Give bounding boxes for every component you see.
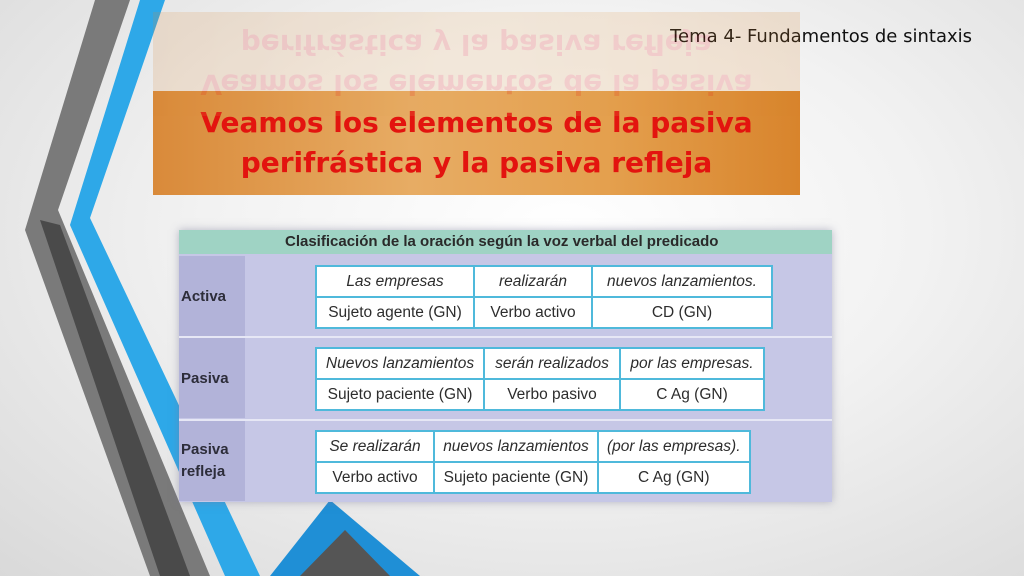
table-cell: Sujeto agente (GN) [316,297,474,328]
table-cell: Verbo activo [474,297,592,328]
table-cell: Verbo activo [316,462,434,493]
table-cell: nuevos lanzamientos. [592,266,772,297]
table-cell: Verbo pasivo [484,379,620,410]
table-cell: Las empresas [316,266,474,297]
voice-classification-panel [179,230,832,502]
slide-title: Veamos los elementos de la pasiva perifrástica y la pasiva refleja [200,106,753,179]
divider [179,336,832,338]
table-cell: Sujeto paciente (GN) [316,379,484,410]
table-cell: C Ag (GN) [598,462,750,493]
row-label-activa: Activa [179,256,245,336]
pasiva-refleja-table [315,430,751,494]
panel-heading: Clasificación de la oración según la voz verbal del predicado [179,230,832,254]
pasiva-table [315,347,765,411]
title-reflection [153,28,800,220]
table-cell: por las empresas. [620,348,764,379]
activa-table [315,265,773,329]
row-label-pasiva-refleja: Pasiva refleja [179,421,245,501]
table-cell: Se realizarán [316,431,434,462]
reflection-text: Veamos los elementos de la pasiva perifrástica y la pasiva refleja [200,28,753,101]
table-cell: CD (GN) [592,297,772,328]
table-cell: C Ag (GN) [620,379,764,410]
table-cell: realizarán [474,266,592,297]
table-cell: serán realizados [484,348,620,379]
divider [179,419,832,421]
table-cell: Sujeto paciente (GN) [434,462,598,493]
table-cell: Nuevos lanzamientos [316,348,484,379]
table-cell: (por las empresas). [598,431,750,462]
topic-header: Tema 4- Fundamentos de sintaxis [670,26,972,47]
row-label-pasiva: Pasiva [179,338,245,418]
table-cell: nuevos lanzamientos [434,431,598,462]
